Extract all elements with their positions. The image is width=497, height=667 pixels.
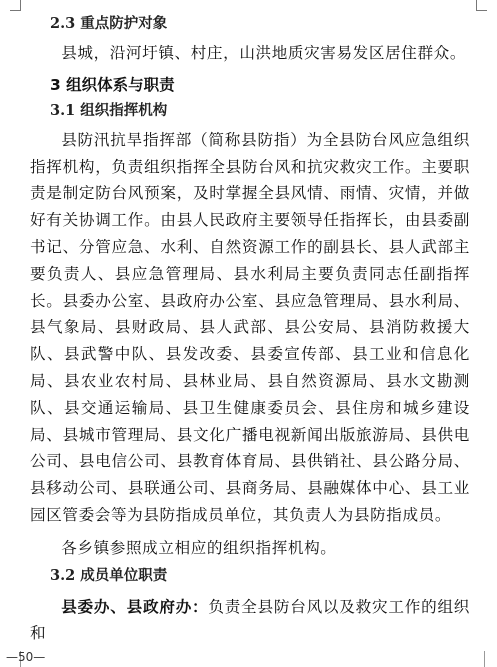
page-footer xyxy=(0,647,497,667)
section-3-2-lead: 县委办、县政府办： xyxy=(61,597,209,616)
section-3-1-text: 县防汛抗旱指挥部（简称县防指）为全县防台风应急组织指挥机构，负责组织指挥全县防台风和抗灾救灾工作。主要职责是制定防台风预案，及时掌握全县风情、雨情、灾情，并做好有关协调工作。由县人民政府主要领导任指挥长，由县委副书记、分管应急、水利、自然资源工作的副县长、县人武部主要负责人、县应急管理局、县水利局主要负责同志任副指挥长。县委办公室、县政府办公室、县应急管理局、县水利局、县气象局、县财政局、县人武部、县公安局、县消防救援大队、县武警中队、县发改委、县委宣传部、县工业和信息化局、县农业农村局、县林业局、县自然资源局、县水文勘测队、县交通运输局、县卫生健康委员会、县住房和城乡建设局、县城市管理局、县文化广播电视新闻出版旅游局、县供电公司、县电信公司、县教育体育局、县供销社、县公路分局、县移动公司、县联通公司、县商务局、县融媒体中心、县工业园区管委会等为县防指成员单位，其负责人为县防指成员。 xyxy=(30,130,470,524)
page-corner-marks xyxy=(0,0,497,10)
footer-line-right xyxy=(484,651,485,667)
crop-mark-left xyxy=(10,0,21,11)
section-3-heading: 3 组织体系与职责 xyxy=(50,75,175,94)
crop-mark-right xyxy=(476,0,487,11)
section-3-2-text xyxy=(30,594,470,648)
section-2-3-heading: 2.3 重点防护对象 xyxy=(50,15,168,32)
section-3-2-heading: 3.2 成员单位职责 xyxy=(50,566,168,584)
section-2-3-text: 县城，沿河圩镇、村庄，山洪地质灾害易发区居住群众。 xyxy=(61,44,467,62)
section-3-1-town-text: 各乡镇参照成立相应的组织指挥机构。 xyxy=(61,538,337,557)
document-page xyxy=(30,12,470,647)
section-3-1-heading: 3.1 组织指挥机构 xyxy=(50,101,168,119)
page-number: —50— xyxy=(6,650,46,664)
section-3-2-body: 负责全县防台风以及救灾工作的组织和 xyxy=(30,597,470,643)
